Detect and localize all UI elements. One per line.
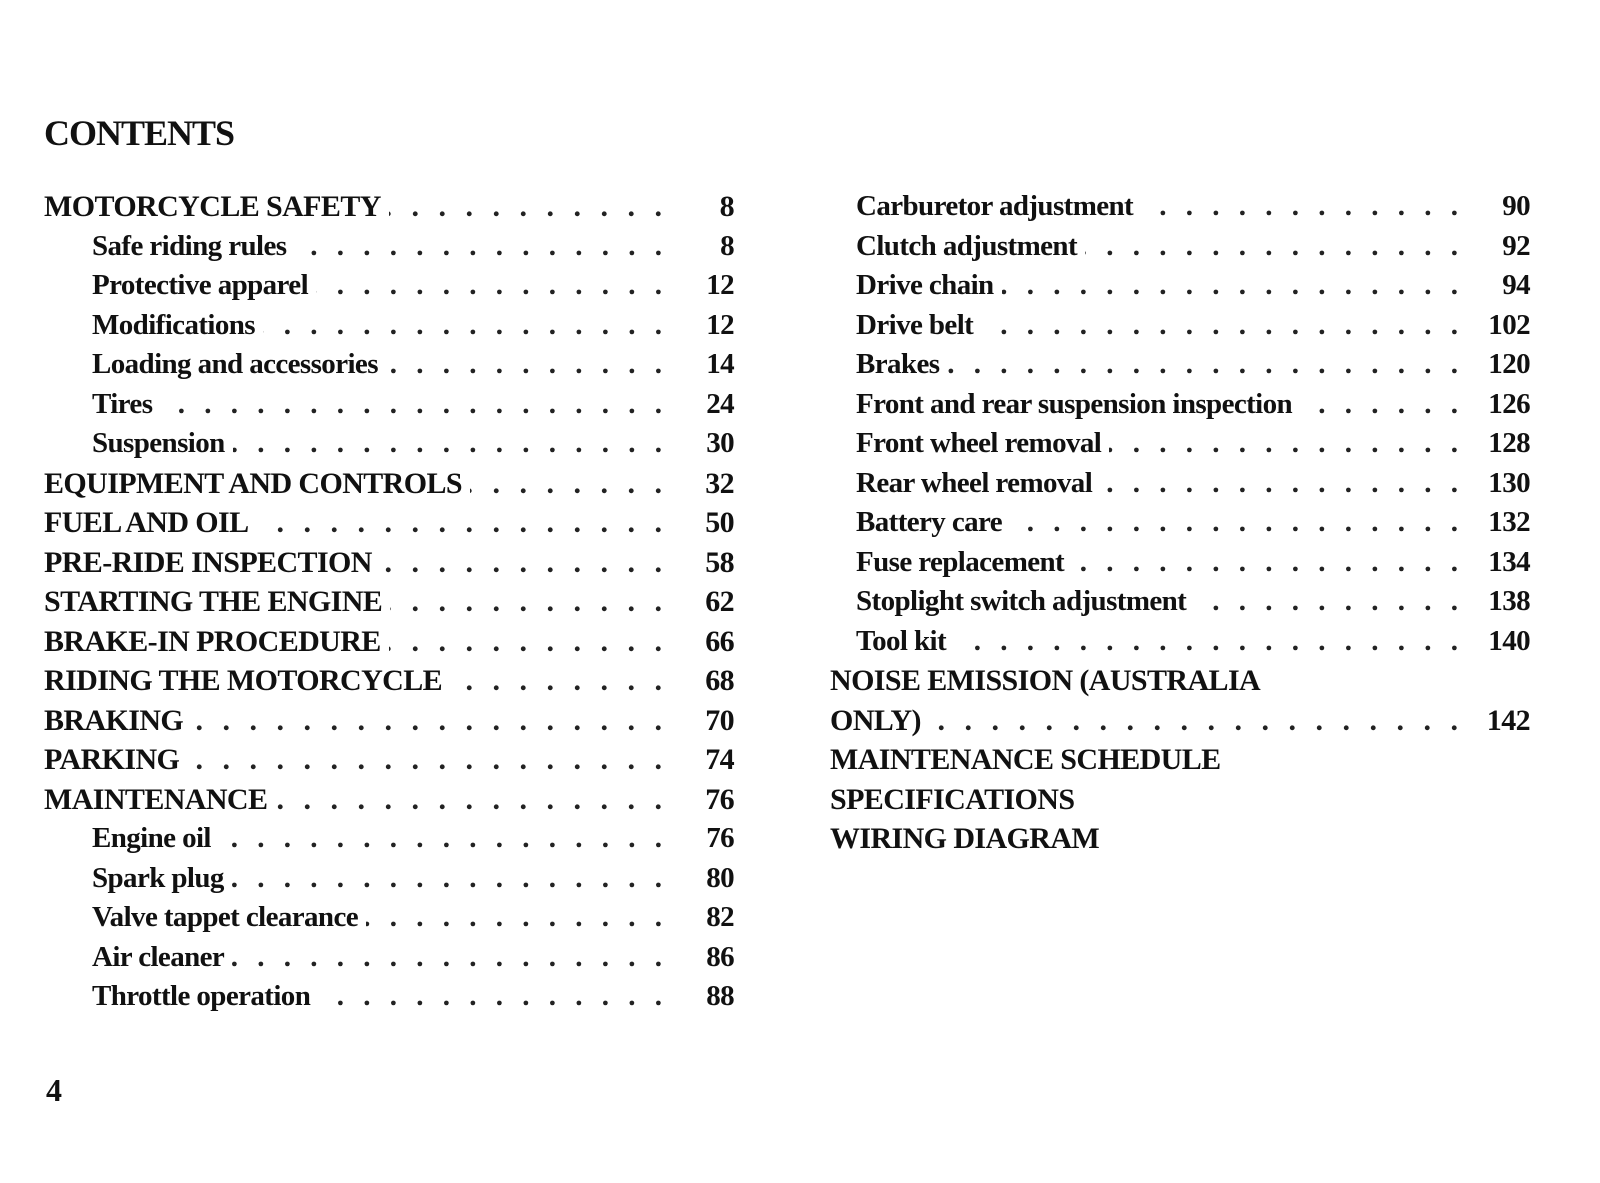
toc-entry-page: 66 [705, 624, 734, 658]
toc-entry-page: 62 [705, 585, 734, 618]
toc-entry[interactable] [830, 585, 1530, 625]
toc-entry-label: Drive chain [856, 269, 994, 301]
dot-leader [187, 743, 668, 777]
contents-title: CONTENTS [44, 113, 235, 153]
toc-entry-label: Brakes [856, 348, 940, 380]
toc-entry-page: 90 [1502, 190, 1530, 222]
toc-entry-page: 128 [1488, 427, 1530, 459]
toc-entry-page: 74 [705, 743, 734, 776]
toc-entry-page: 92 [1502, 229, 1530, 262]
toc-entry-label: EQUIPMENT AND CONTROLS [44, 466, 462, 500]
dot-leader [470, 467, 668, 501]
toc-entry-page: 76 [705, 782, 734, 816]
toc-entry-label: PARKING [44, 743, 180, 776]
toc-entry-label: MAINTENANCE SCHEDULE [830, 743, 1221, 776]
toc-entry-page: 142 [1486, 703, 1530, 737]
toc-entry[interactable] [44, 664, 734, 704]
toc-entry-page: 70 [705, 703, 734, 737]
toc-entry-page: 12 [706, 269, 734, 301]
toc-entry-label: Tool kit [856, 624, 947, 657]
toc-entry[interactable] [44, 269, 734, 309]
toc-entry[interactable] [830, 309, 1530, 349]
toc-entry-label: PRE-RIDE INSPECTION [44, 545, 372, 579]
toc-entry-label: NOISE EMISSION (AUSTRALIA [830, 664, 1261, 697]
dot-leader [390, 585, 668, 619]
dot-leader [450, 664, 668, 698]
toc-entry-page: 88 [706, 980, 734, 1012]
toc-entry[interactable] [44, 783, 734, 823]
toc-entry-page: 132 [1488, 506, 1530, 538]
toc-entry[interactable] [830, 704, 1530, 744]
dot-leader [1100, 467, 1464, 500]
dot-leader [233, 427, 668, 460]
toc-entry-page: 12 [706, 308, 734, 341]
toc-entry[interactable] [830, 230, 1530, 270]
toc-entry-label: Tires [92, 387, 153, 420]
toc-entry-label: Protective apparel [92, 269, 309, 301]
toc-entry[interactable] [44, 704, 734, 744]
dot-leader [929, 704, 1464, 738]
toc-entry[interactable] [44, 467, 734, 507]
toc-entry[interactable] [44, 427, 734, 467]
toc-entry-page: 86 [706, 940, 734, 973]
toc-entry-label: Fuse replacement [856, 545, 1065, 578]
dot-leader [1300, 388, 1464, 421]
toc-entry-label: BRAKE-IN PROCEDURE [44, 624, 381, 658]
dot-leader [1109, 427, 1464, 460]
toc-left-column [44, 190, 734, 1020]
toc-entry[interactable] [830, 822, 1530, 862]
dot-leader [389, 190, 668, 224]
toc-entry[interactable] [44, 980, 734, 1020]
toc-entry-label: Modifications [92, 308, 255, 341]
dot-leader [219, 822, 668, 855]
dot-leader [191, 704, 668, 738]
toc-entry-label: STARTING THE ENGINE [44, 585, 383, 618]
dot-leader [380, 546, 668, 580]
toc-entry[interactable] [830, 467, 1530, 507]
page-number: 4 [46, 1072, 62, 1108]
toc-entry-page: 8 [720, 229, 734, 262]
toc-entry[interactable] [830, 388, 1530, 428]
toc-entry-label: MAINTENANCE [44, 782, 268, 816]
toc-entry-page: 14 [706, 348, 734, 380]
toc-entry-page: 134 [1488, 545, 1530, 578]
toc-entry[interactable] [830, 664, 1530, 704]
toc-entry[interactable] [44, 309, 734, 349]
dot-leader [954, 625, 1464, 658]
dot-leader [257, 506, 668, 540]
toc-entry-label: BRAKING [44, 703, 184, 737]
dot-leader [294, 230, 668, 263]
toc-entry-page: 80 [706, 861, 734, 894]
toc-entry[interactable] [830, 546, 1530, 586]
toc-entry[interactable] [830, 506, 1530, 546]
dot-leader [947, 348, 1464, 381]
toc-entry-page: 32 [705, 466, 734, 500]
toc-entry-label: Loading and accessories [92, 348, 378, 380]
dot-leader [275, 783, 668, 817]
toc-entry-label: Carburetor adjustment [856, 190, 1134, 222]
toc-entry-label: Front wheel removal [856, 427, 1102, 459]
toc-entry-page: 126 [1488, 387, 1530, 420]
toc-entry-label: Safe riding rules [92, 229, 287, 262]
dot-leader [366, 901, 668, 934]
dot-leader [316, 269, 668, 302]
dot-leader [160, 388, 668, 421]
dot-leader [386, 348, 668, 381]
dot-leader [1141, 190, 1464, 223]
dot-leader [263, 309, 668, 342]
dot-leader [318, 980, 668, 1013]
toc-entry[interactable] [44, 546, 734, 586]
toc-entry-page: 76 [706, 822, 734, 854]
toc-entry[interactable] [44, 901, 734, 941]
dot-leader [232, 862, 668, 895]
toc-entry-label: SPECIFICATIONS [830, 782, 1075, 816]
toc-entry-page: 30 [706, 427, 734, 459]
toc-entry[interactable] [44, 585, 734, 625]
dot-leader [232, 941, 668, 974]
dot-leader [1072, 546, 1464, 579]
toc-entry-label: RIDING THE MOTORCYCLE [44, 664, 443, 697]
toc-entry[interactable] [44, 743, 734, 783]
dot-leader [389, 625, 668, 659]
toc-entry-page: 82 [706, 901, 734, 933]
toc-entry-label: Drive belt [856, 308, 974, 341]
toc-entry[interactable] [44, 388, 734, 428]
toc-entry[interactable] [44, 862, 734, 902]
toc-entry-label: ONLY) [830, 703, 921, 737]
toc-entry[interactable] [830, 427, 1530, 467]
toc-entry-page: 58 [705, 545, 734, 579]
toc-entry-label: MOTORCYCLE SAFETY [44, 190, 381, 223]
toc-entry-label: FUEL AND OIL [44, 506, 249, 539]
toc-entry[interactable] [830, 625, 1530, 665]
dot-leader [981, 309, 1464, 342]
toc-entry[interactable] [44, 822, 734, 862]
toc-entry-page: 24 [706, 387, 734, 420]
toc-entry-page: 102 [1488, 308, 1530, 341]
toc-entry-label: Air cleaner [92, 940, 225, 973]
dot-leader [1010, 506, 1464, 539]
dot-leader [1085, 230, 1464, 263]
dot-leader [1194, 585, 1464, 618]
toc-entry-label: WIRING DIAGRAM [830, 822, 1100, 855]
toc-entry[interactable] [830, 783, 1530, 823]
toc-entry[interactable] [44, 625, 734, 665]
toc-entry-label: Front and rear suspension inspection [856, 387, 1293, 420]
toc-entry-label: Battery care [856, 506, 1003, 538]
toc-right-column [830, 190, 1530, 862]
toc-entry-page: 140 [1488, 624, 1530, 657]
toc-entry-label: Suspension [92, 427, 225, 459]
toc-entry-page: 120 [1488, 348, 1530, 380]
toc-entry-page: 138 [1488, 585, 1530, 617]
toc-entry[interactable] [44, 506, 734, 546]
toc-entry-label: Stoplight switch adjustment [856, 585, 1187, 617]
toc-entry[interactable] [44, 230, 734, 270]
toc-entry-page: 68 [705, 664, 734, 697]
toc-entry[interactable] [830, 190, 1530, 230]
toc-entry-label: Clutch adjustment [856, 229, 1078, 262]
toc-entry[interactable] [830, 269, 1530, 309]
toc-entry[interactable] [44, 348, 734, 388]
toc-entry[interactable] [830, 743, 1530, 783]
toc-entry-page: 50 [705, 506, 734, 539]
toc-entry[interactable] [830, 348, 1530, 388]
toc-entry[interactable] [44, 190, 734, 230]
toc-entry-page: 130 [1488, 466, 1530, 499]
toc-entry-label: Engine oil [92, 822, 211, 854]
toc-entry-label: Rear wheel removal [856, 466, 1093, 499]
toc-entry-page: 8 [719, 190, 734, 223]
toc-entry-label: Spark plug [92, 861, 224, 894]
toc-entry-label: Valve tappet clearance [92, 901, 358, 933]
toc-entry-page: 94 [1502, 269, 1530, 301]
dot-leader [1002, 269, 1464, 302]
toc-entry[interactable] [44, 941, 734, 981]
toc-entry-label: Throttle operation [92, 980, 311, 1012]
